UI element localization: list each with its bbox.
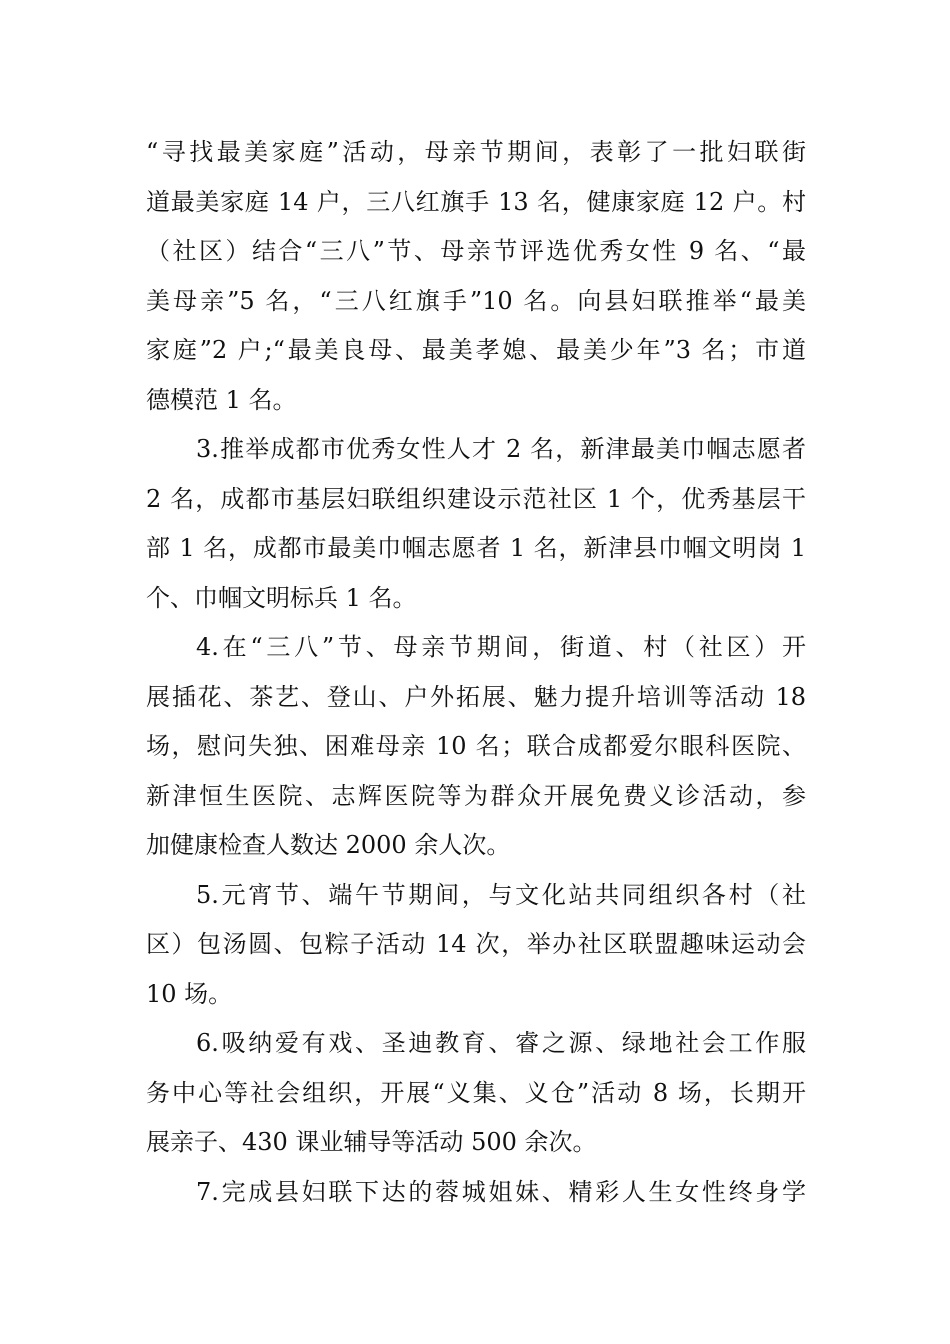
paragraph [146,1019,806,1168]
text-line: 个、巾帼文明标兵 1 名。 [146,583,417,612]
text-line: （社区）结合“三八”节、母亲节评选优秀女性 9 名、“最 [146,237,806,265]
paragraph [146,623,806,871]
text-line: 7.完成县妇联下达的蓉城姐妹、精彩人生女性终身学 [196,1177,806,1206]
text-line: 10 场。 [146,979,233,1008]
text-line: 家庭”2 户;“最美良母、最美孝媳、最美少年”3 名；市道 [146,336,806,364]
text-line: 务中心等社会组织，开展“义集、义仓”活动 8 场，长期开 [146,1078,806,1107]
text-line: 5.元宵节、端午节期间，与文化站共同组织各村（社 [196,880,806,909]
text-line: 道最美家庭 14 户，三八红旗手 13 名，健康家庭 12 户。村 [146,187,806,216]
text-line: 美母亲”5 名，“三八红旗手”10 名。向县妇联推举“最美 [146,286,806,315]
text-line: 2 名，成都市基层妇联组织建设示范社区 1 个，优秀基层干 [146,484,806,513]
text-line: 4.在“三八”节、母亲节期间，街道、村（社区）开 [196,633,806,661]
text-line: “寻找最美家庭”活动，母亲节期间，表彰了一批妇联街 [146,138,806,166]
text-line: 新津恒生医院、志辉医院等为群众开展免费义诊活动，参 [146,781,806,810]
document-body [146,128,806,1217]
text-line: 场，慰问失独、困难母亲 10 名；联合成都爱尔眼科医院、 [146,732,806,760]
paragraph [146,128,806,425]
text-line: 加健康检查人数达 2000 余人次。 [146,831,511,859]
paragraph [146,871,806,1020]
paragraph [146,1168,806,1218]
text-line: 德模范 1 名。 [146,385,297,414]
text-line: 部 1 名，成都市最美巾帼志愿者 1 名，新津县巾帼文明岗 1 [146,534,806,562]
text-line: 展亲子、430 课业辅导等活动 500 余次。 [146,1128,597,1156]
paragraph [146,425,806,623]
text-line: 3.推举成都市优秀女性人才 2 名，新津最美巾帼志愿者 [196,435,806,463]
text-line: 展插花、茶艺、登山、户外拓展、魅力提升培训等活动 18 [146,682,806,711]
text-line: 区）包汤圆、包粽子活动 14 次，举办社区联盟趣味运动会 [146,930,806,958]
text-line: 6.吸纳爱有戏、圣迪教育、睿之源、绿地社会工作服 [196,1029,806,1057]
